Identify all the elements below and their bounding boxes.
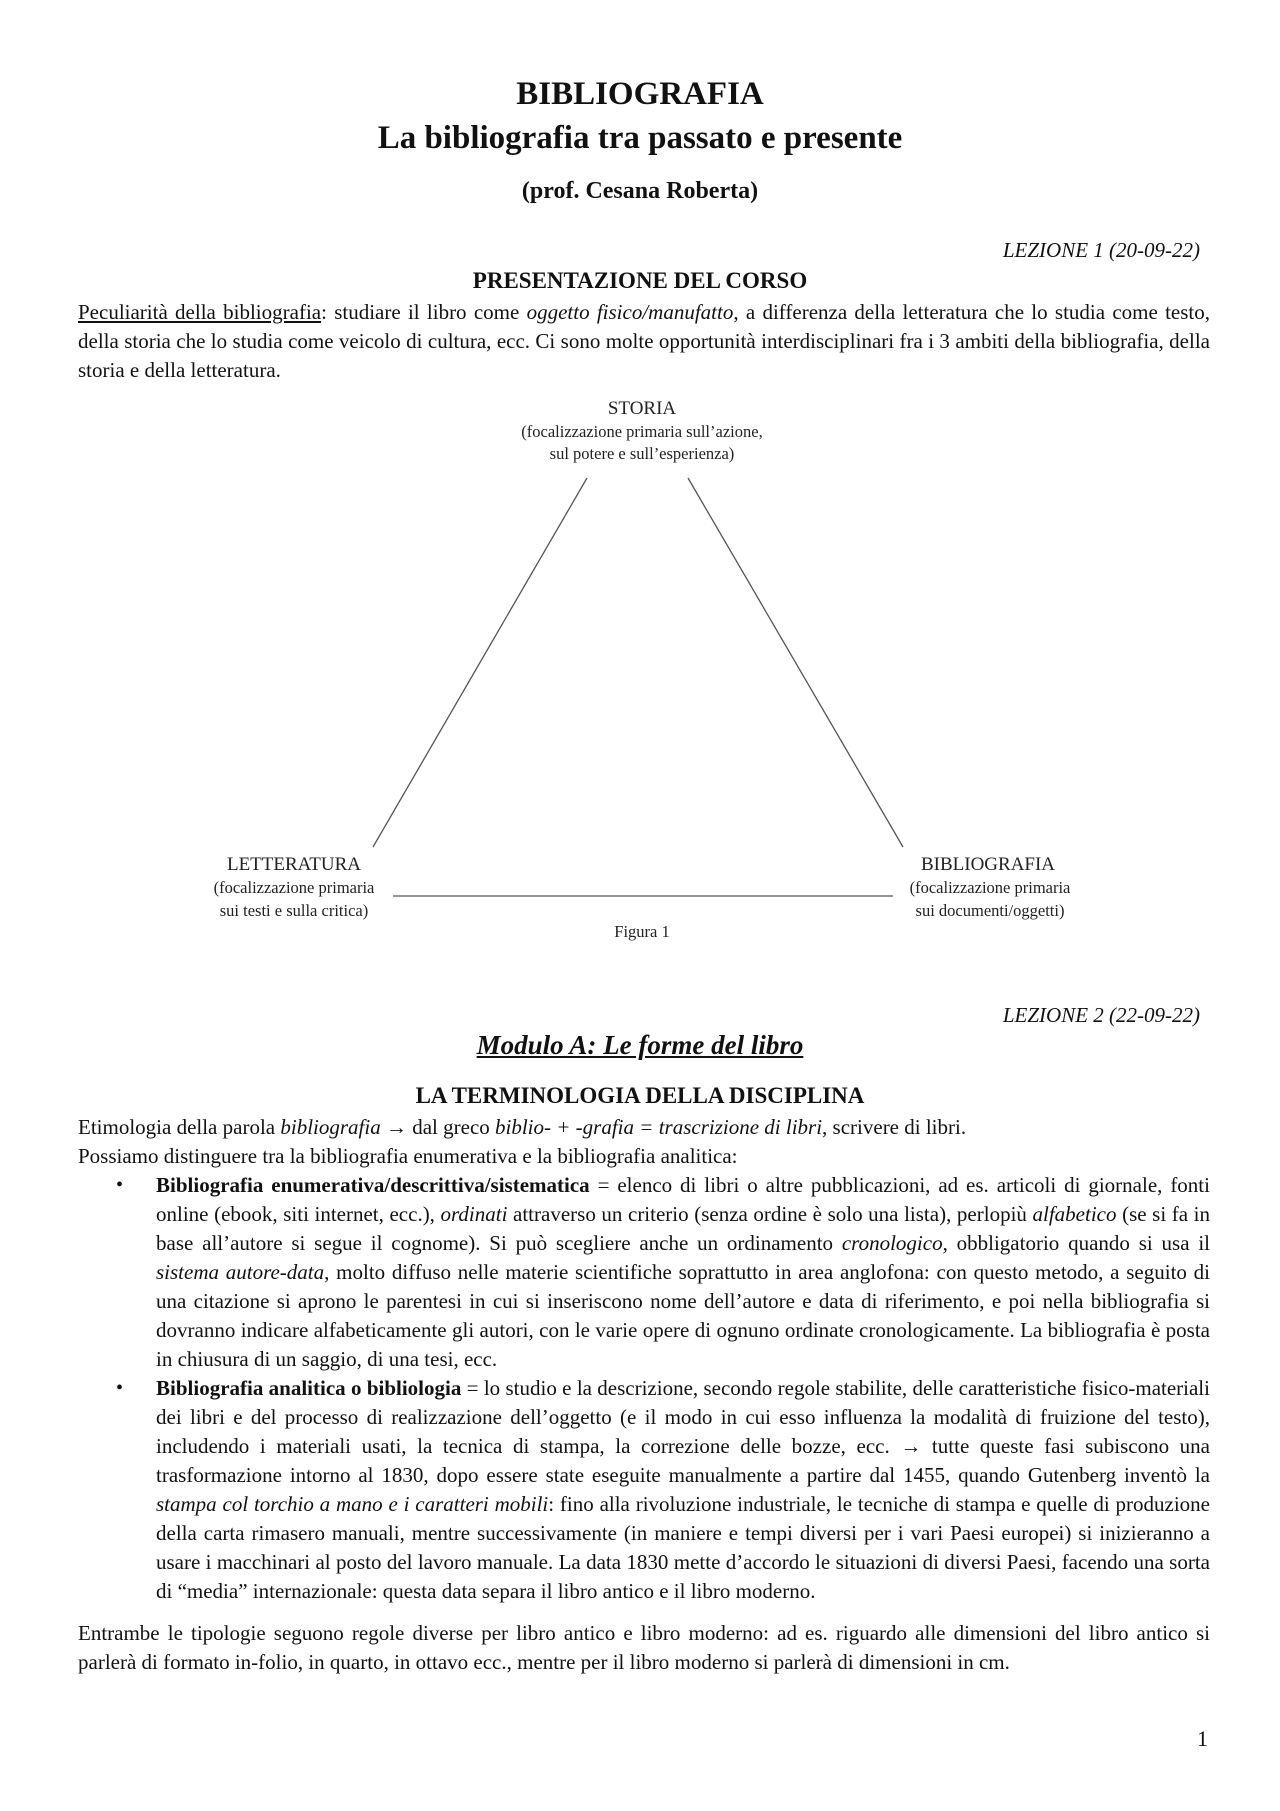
lesson-1-label: LEZIONE 1 (20-09-22) [1002, 238, 1200, 262]
node-storia-desc-1: (focalizzazione primaria sull’azione, [521, 422, 763, 441]
doc-title: BIBLIOGRAFIA [516, 76, 764, 112]
doc-subtitle: La bibliografia tra passato e presente [377, 120, 903, 156]
bullet-glyph: • [116, 1377, 124, 1399]
bold-term: Bibliografia analitica o bibliologia [156, 1376, 462, 1400]
professor-name: (prof. Cesana Roberta) [521, 178, 759, 204]
list-item-enumerativa [78, 1171, 1210, 1374]
lesson-2-label: LEZIONE 2 (22-09-22) [1002, 1003, 1200, 1027]
figure-caption: Figura 1 [614, 922, 670, 941]
page-number: 1 [1197, 1726, 1208, 1751]
text-span: : studiare il libro come [321, 300, 527, 324]
node-letteratura-desc-1: (focalizzazione primaria [213, 878, 375, 897]
text-span: , a differenza della letteratura che lo studia come testo, della storia che lo studia come veicolo di cultura, ecc. Ci sono molte opportunità interdisciplinari fra i 3 ambiti della bibliografia, della storia e della letteratura. [78, 300, 1210, 382]
closing-paragraph: Entrambe le tipologie seguono regole diverse per libro antico e libro moderno: ad es. riguardo alle dimensioni del libro antico si parlerà di formato in-folio, in quarto, in ottavo ecc., mentre per il libro moderno si parlerà di dimensioni in cm. [78, 1621, 1210, 1674]
emphasis-span: stampa col torchio a mano e i caratteri mobili [156, 1492, 549, 1516]
node-bibliografia-desc-2: sui documenti/oggetti) [915, 901, 1065, 920]
emphasis-span: alfabetico [1032, 1202, 1117, 1226]
text-span: , scrivere di libri. [822, 1115, 967, 1139]
node-letteratura-name: LETTERATURA [226, 854, 362, 875]
module-title: Modulo A: Le forme del libro [476, 1030, 804, 1060]
node-storia-name: STORIA [607, 398, 677, 419]
node-bibliografia-desc-1: (focalizzazione primaria [909, 878, 1071, 897]
triangle-edge-left [373, 478, 587, 847]
bibliography-types-list [78, 1171, 1210, 1606]
list-item-analitica [78, 1374, 1210, 1606]
text-span: , molto diffuso nelle materie scientifiche soprattutto in area anglofona: con questo metodo, a seguito di una citazione si aprono le parentesi in cui si inseriscono nome dell’autore e data di riferimento, e poi nella bibliografia si dovranno indicare alfabeticamente gli autori, con le varie opere di ognuno ordinate cronologicamente. La bibliografia è posta in chiusura di un saggio, di una tesi, ecc. [156, 1260, 1210, 1371]
emphasis-span: ordinati [440, 1202, 508, 1226]
etymology-line [78, 1113, 1210, 1142]
node-storia-desc-2: sul potere e sull’esperienza) [549, 444, 735, 463]
text-span: = lo studio e la descrizione, secondo regole stabilite, delle caratteristiche fisico-materiali dei libri e del processo di realizzazione dell’oggetto (e il modo in cui esso influenza la modalità di fruizione del testo), includendo i materiali usati, la tecnica di stampa, la correzione delle bozze, ecc. → tutte queste fasi subiscono una trasformazione intorno al 1830, dopo essere state eseguite manualmente a partire dal 1455, quando Gutenberg inventò la [156, 1376, 1210, 1487]
text-span: : fino alla rivoluzione industriale, le tecniche di stampa e quelle di produzione della carta rimasero manuali, mentre successivamente (in maniere e tempi diversi per i vari Paesi europei) si inizieranno a usare i macchinari al posto del lavoro manuale. La data 1830 mette d’accordo le situazioni di diversi Paesi, facendo una sorta di “media” internazionale: questa data separa il libro antico e il libro moderno. [156, 1492, 1210, 1603]
text-span: , obbligatorio quando si usa il [942, 1231, 1210, 1255]
emphasis-span: sistema autore-data [156, 1260, 325, 1284]
emphasis-span: cronologico [841, 1231, 943, 1255]
node-letteratura-desc-2: sui testi e sulla critica) [219, 901, 369, 920]
bold-term: Bibliografia enumerativa/descrittiva/sistematica [156, 1173, 590, 1197]
distinction-intro: Possiamo distinguere tra la bibliografia enumerativa e la bibliografia analitica: [78, 1144, 738, 1168]
text-span: Etimologia della parola [78, 1115, 281, 1139]
text-span: attraverso un criterio (senza ordine è solo una lista), perlopiù [507, 1202, 1033, 1226]
section-heading-course: PRESENTAZIONE DEL CORSO [472, 268, 808, 293]
emphasis-span: bibliografia [280, 1115, 381, 1139]
emphasis-span: biblio- + -grafia = trascrizione di libri [495, 1115, 823, 1139]
node-bibliografia-name: BIBLIOGRAFIA [920, 854, 1056, 875]
triangle-edge-right [688, 478, 903, 847]
bullet-glyph: • [116, 1174, 124, 1196]
text-span: (se si fa in base all’autore si segue il cognome). Si può scegliere anche un ordinamento [156, 1202, 1210, 1255]
text-span: = elenco di libri o altre pubblicazioni, ad es. articoli di giornale, fonti online (ebook, siti internet, ecc.), [156, 1173, 1210, 1226]
terminology-body [78, 1113, 1210, 1677]
emphasis-span: oggetto fisico/manufatto [526, 300, 734, 324]
section-heading-terminology: LA TERMINOLOGIA DELLA DISCIPLINA [415, 1083, 865, 1108]
text-span: → dal greco [380, 1115, 496, 1139]
term-peculiarita: Peculiarità della bibliografia [78, 300, 322, 324]
